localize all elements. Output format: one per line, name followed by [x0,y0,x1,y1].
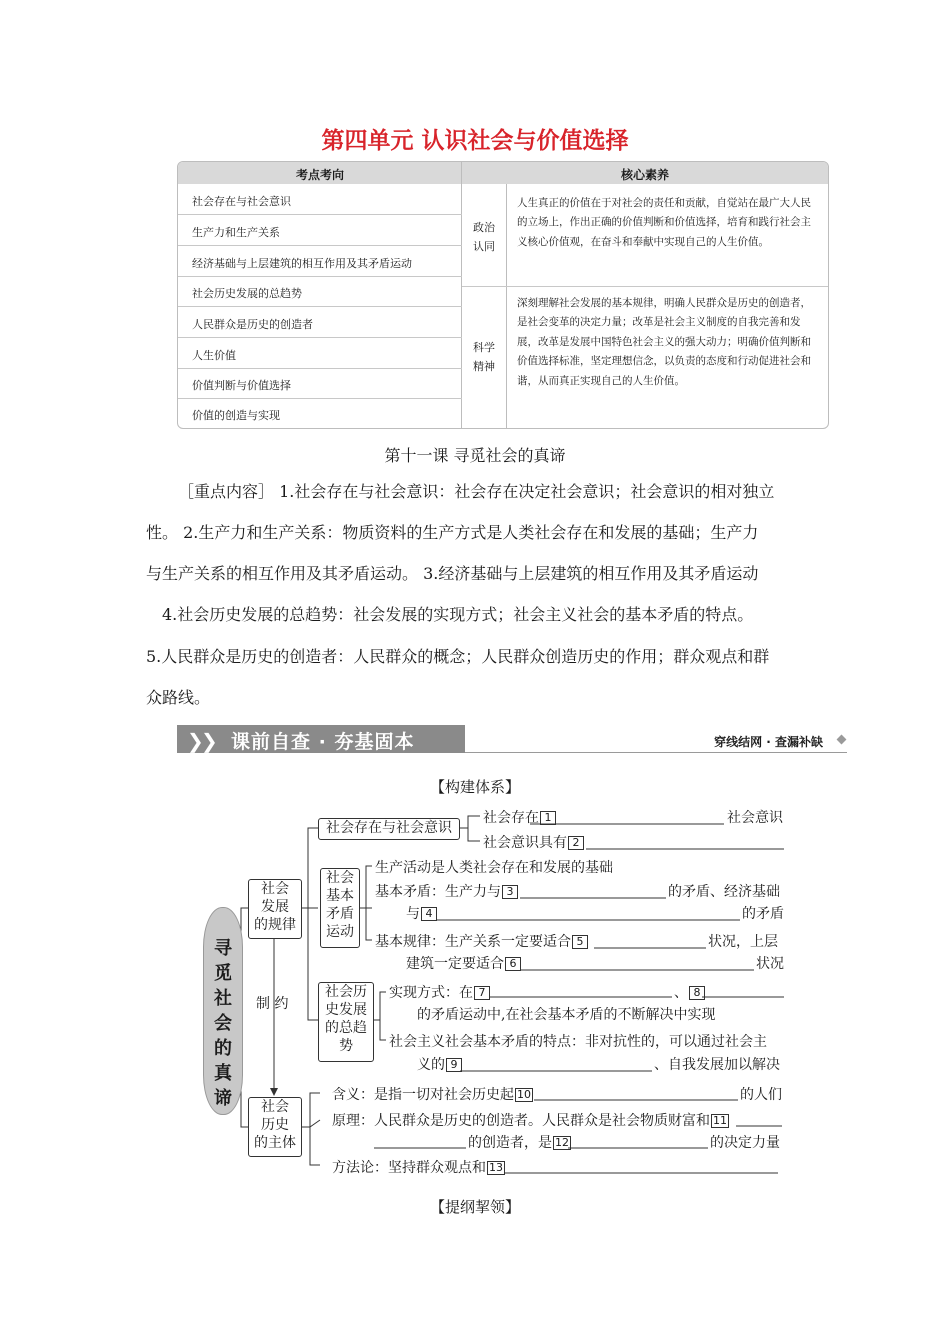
mindmap-node-trend: 社会历 史发展 的总趋 势 [318,982,374,1062]
mindmap-node-subject: 社会 历史 的主体 [248,1097,302,1157]
mindmap-node-law: 社会 发展 的规律 [248,879,302,939]
mindmap-leaf: 的人们 [740,1087,782,1103]
key-content-line: 5.人民群众是历史的创造者：人民群众的概念；人民群众创造历史的作用；群众观点和群 [146,647,770,666]
section-heading-build: 【构建体系】 [429,778,520,796]
mindmap-node-contradiction: 社会 基本 矛盾 运动 [320,868,360,948]
table-header [178,162,828,184]
table-row-topic: 社会历史发展的总趋势 [192,287,302,300]
mindmap-leaf: 原理：人民群众是历史的创造者。人民群众是社会物质财富和 11 [332,1113,727,1129]
key-content-line: 与生产关系的相互作用及其矛盾运动。 3.经济基础与上层建筑的相互作用及其矛盾运动 [146,564,759,583]
unit-title: 第四单元 认识社会与价值选择 [321,128,629,154]
col-header-topics: 考点考向 [295,168,344,182]
mindmap-leaf: 生产活动是人类社会存在和发展的基础 [375,860,613,876]
literacy-text-political: 人生真正的价值在于对社会的责任和贡献，自觉站在最广大人民的立场上，作出正确的价值判断和价值选择，培育和践行社会主义核心价值观，在奋斗和奉献中实现自己的人生价值。 [517,197,811,248]
table-row-topic: 人生价值 [192,349,236,362]
key-content-line: 4.社会历史发展的总趋势：社会发展的实现方式；社会主义社会的基本矛盾的特点。 [162,605,754,624]
mindmap-leaf: 的矛盾运动中,在社会基本矛盾的不断解决中实现 [417,1007,716,1023]
literacy-text-science: 深刻理解社会发展的基本规律，明确人民群众是历史的创造者，是社会变革的决定力量；改革是社会主义制度的自我完善和发展，改革是发展中国特色社会主义的强大动力；明确价值判断和价值选择标准，坚定理想信念，以负责的态度和行动促进社会和谐，从而真正实现自己的人生价值。 [517,297,811,387]
mindmap-leaf: 基本矛盾：生产力与 3 [375,881,519,901]
mindmap-link-label: 制 约 [256,996,289,1012]
key-content-line: 性。 2.生产力和生产关系：物质资料的生产方式是人类社会存在和发展的基础；生产力 [146,523,759,542]
mindmap-root: 寻 觅 社 会 的 真 谛 [203,907,243,1115]
chevron-right-icon: ❯ [201,729,218,753]
mindmap-leaf: 社会存在 1 [483,807,557,827]
chevron-right-icon: ❯ [187,729,204,753]
mindmap-leaf: 社会主义社会基本矛盾的特点：非对抗性的，可以通过社会主 [389,1034,767,1050]
banner-subtitle: 穿线结网 · 查漏补缺 [714,735,823,749]
section-heading-outline: 【提纲挈领】 [429,1198,520,1216]
mindmap-leaf: 与 4 [406,903,438,923]
table-row-topic: 社会存在与社会意识 [192,195,291,208]
mindmap-leaf: 基本规律：生产关系一定要适合 5 [375,931,589,951]
unit-overview-table [177,161,829,429]
mindmap-leaf: 义的 9 [417,1054,463,1074]
table-row-topic: 生产力和生产关系 [192,226,280,239]
mindmap-leaf: 状况，上层 [708,934,778,950]
mindmap-leaf: 含义：是指一切对社会历史起 10 [332,1087,531,1103]
mindmap-leaf: 的创造者，是 12 [468,1135,569,1151]
mindmap-node-existence: 社会存在与社会意识 [318,818,460,840]
mindmap-leaf: 实现方式：在 7 [389,982,491,1002]
mindmap-leaf: 的矛盾、经济基础 [668,884,780,900]
mindmap-leaf: 社会意识具有 2 [483,832,585,852]
mindmap-leaf: 的决定力量 [710,1135,780,1151]
key-content-line: ［重点内容］ 1.社会存在与社会意识：社会存在决定社会意识；社会意识的相对独立 [178,482,775,501]
table-row-topic: 价值的创造与实现 [192,409,280,422]
mindmap-leaf: 社会意识 [727,810,783,826]
table-row-topic: 人民群众是历史的创造者 [192,318,313,331]
mindmap-leaf: 的矛盾 [742,906,784,922]
lesson-title: 第十一课 寻觅社会的真谛 [384,446,566,465]
table-row-topic: 经济基础与上层建筑的相互作用及其矛盾运动 [192,257,412,270]
section-banner [177,723,847,757]
diamond-icon [837,735,847,745]
mindmap-leaf: 建筑一定要适合 6 [406,953,522,973]
banner-title: 课前自查 · 夯基固本 [231,731,415,753]
key-content-line: 众路线。 [146,688,211,707]
mindmap-leaf: 、 8 [674,982,706,1002]
mindmap-leaf: 方法论：坚持群众观点和 13 [332,1160,503,1176]
literacy-label-science: 科学 精神 [473,341,495,373]
table-row-topic: 价值判断与价值选择 [192,379,291,392]
mindmap-leaf: 状况 [756,956,784,972]
col-header-literacy: 核心素养 [620,168,669,182]
literacy-label-political: 政治 认同 [473,221,495,253]
mindmap-leaf: 、自我发展加以解决 [654,1057,780,1073]
